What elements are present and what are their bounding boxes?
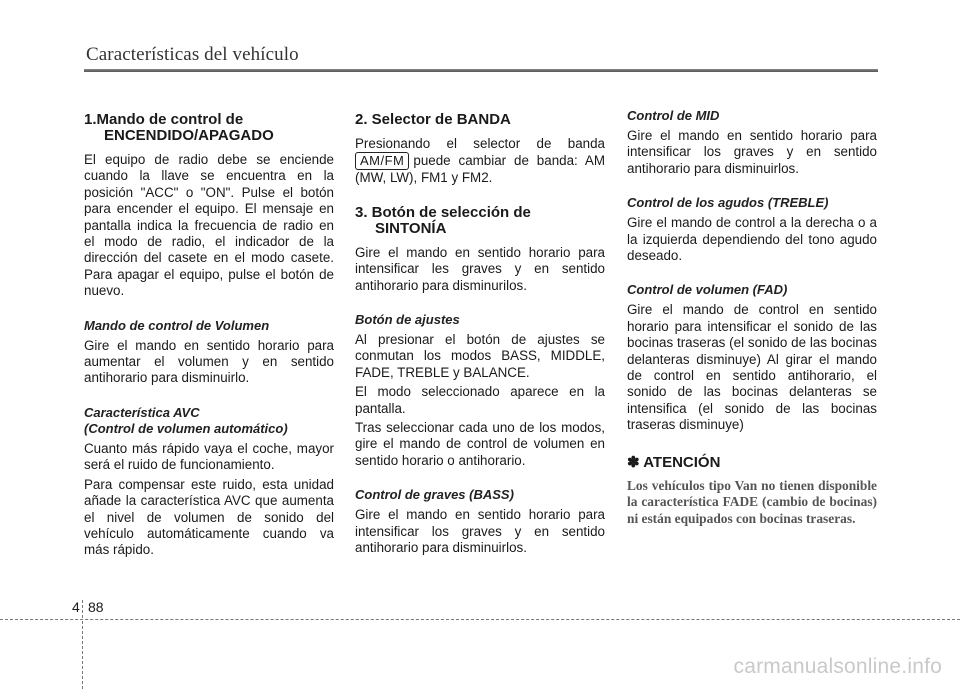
subheading-fad: Control de volumen (FAD) xyxy=(627,282,788,298)
am-fm-key-label: AM/FM xyxy=(355,152,409,170)
chapter-number: 4 xyxy=(72,599,80,615)
paragraph: Cuanto más rápido vaya el coche, mayor será el ruido de funcionamiento. xyxy=(84,440,334,473)
footer-divider xyxy=(82,621,84,689)
paragraph: Gire el mando en sentido horario para intensificar los graves y en sentido antihorario para disminuirlos. xyxy=(355,507,605,556)
warning-title: ATENCIÓN xyxy=(643,453,721,471)
band-text-a: Presionando el selector de banda xyxy=(355,136,605,151)
subheading-bass: Control de graves (BASS) xyxy=(355,487,514,503)
footer-divider xyxy=(82,600,84,618)
column-3 xyxy=(627,108,877,530)
subheading-avc: Característica AVC xyxy=(84,404,200,420)
paragraph: Al presionar el botón de ajustes se conmutan los modos BASS, MIDDLE, FADE, TREBLE y BALANCE. xyxy=(355,332,605,380)
paragraph-band xyxy=(355,136,605,187)
band-text-b: puede cambiar de banda: AM (MW, LW), FM1 y FM2. xyxy=(355,153,605,186)
paragraph: Gire el mando en sentido horario para aumentar el volumen y en sentido antihorario para disminuirlo. xyxy=(84,337,334,386)
section-heading-tune: 3. Botón de selección de SINTONÍA xyxy=(355,203,531,237)
asterisk-icon: ✽ xyxy=(627,453,640,471)
paragraph: El equipo de radio debe se enciende cuando la llave se encuentra en la posición "ACC" o "ON". Pulse el botón para encender el equipo. El mensaje en pantalla indica la frecuencia de radio en el modo de radio, el indicador de la dirección del casete en el modo casete. Para apagar el equipo, pulse el botón de nuevo. xyxy=(84,152,334,299)
subheading-treble: Control de los agudos (TREBLE) xyxy=(627,195,829,211)
paragraph: Tras seleccionar cada uno de los modos, gire el mando de control de volumen en sentido horario o antihorario. xyxy=(355,420,605,468)
subheading-avc-detail: (Control de volumen automático) xyxy=(84,420,288,436)
warning-heading xyxy=(627,454,877,472)
page-header-title: Características del vehículo xyxy=(86,44,299,65)
page-number: 88 xyxy=(88,599,104,615)
paragraph: Gire el mando de control en sentido horario para intensificar el sonido de las bocinas traseras (el sonido de las bocinas delanteras disminuye) Al girar el mando de control en sentido antihorario, el sonido de las bocinas delanteras se intensifica (el sonido de las bocinas traseras disminuye) xyxy=(627,302,877,433)
section-heading-band: 2. Selector de BANDA xyxy=(355,111,511,128)
footer-rule xyxy=(0,619,960,621)
section-heading-power: 1.Mando de control de ENCENDIDO/APAGADO xyxy=(84,111,274,144)
watermark: carmanualsonline.info xyxy=(733,655,942,678)
column-2 xyxy=(355,108,605,560)
paragraph: Para compensar este ruido, esta unidad añade la característica AVC que aumenta el nivel de volumen de sonido del vehículo automáticamente cuando va más rápido. xyxy=(84,476,334,558)
paragraph: El modo seleccionado aparece en la pantalla. xyxy=(355,384,605,416)
paragraph: Gire el mando en sentido horario para intensificar les graves y en sentido antihorario para disminurilos. xyxy=(355,244,605,293)
subheading-mid: Control de MID xyxy=(627,108,720,123)
paragraph: Gire el mando de control a la derecha o a la izquierda dependiendo del tono agudo deseado. xyxy=(627,215,877,264)
warning-text: Los vehículos tipo Van no tienen disponible la característica FADE (cambio de bocinas) ni están equipados con bocinas traseras. xyxy=(627,477,877,526)
subheading-volume: Mando de control de Volumen xyxy=(84,317,270,333)
column-1 xyxy=(84,108,334,562)
header-rule xyxy=(84,69,878,72)
paragraph: Gire el mando en sentido horario para intensificar los graves y en sentido antihorario para disminuirlos. xyxy=(627,128,877,176)
subheading-settings: Botón de ajustes xyxy=(355,312,460,328)
